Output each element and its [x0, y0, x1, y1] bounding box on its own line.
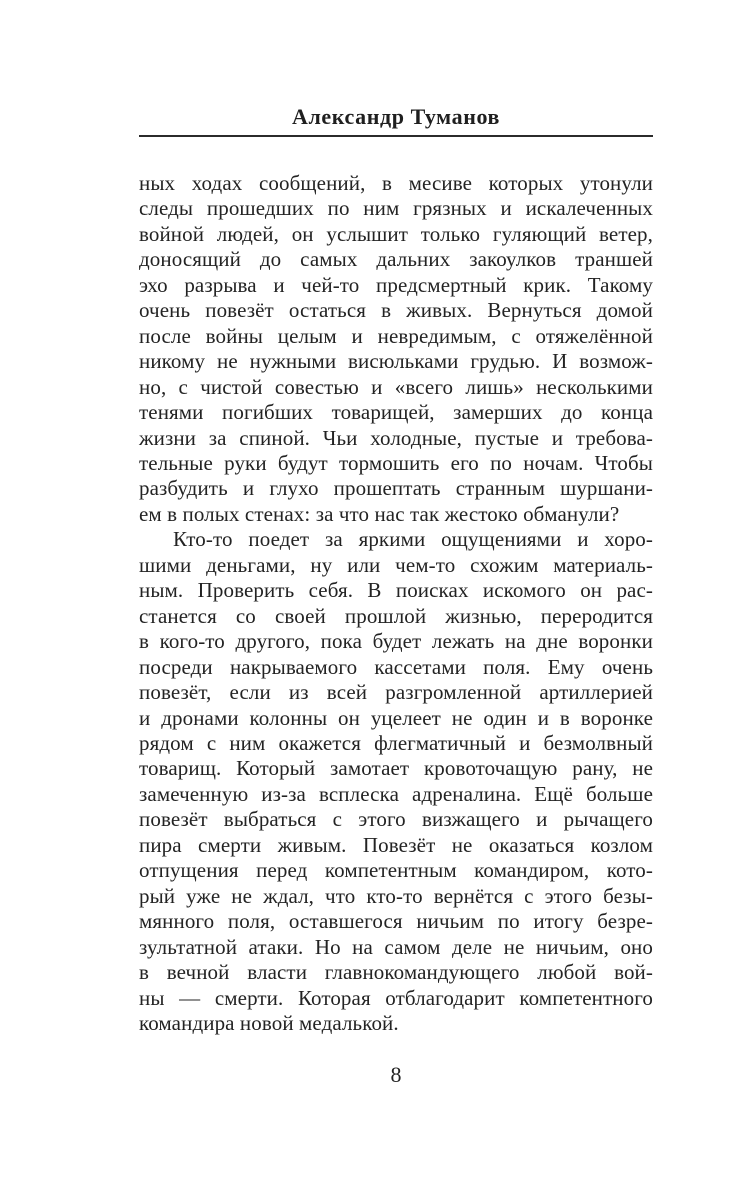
running-header [139, 103, 653, 137]
text-line: рядом с ним окажется флегматичный и безмолвный [139, 730, 653, 755]
author-name: Александр Туманов [291, 104, 501, 129]
text-line: тельные руки будут тормошить его по ночам. Чтобы [139, 450, 653, 475]
text-line: станется со своей прошлой жизнью, переродится [139, 603, 653, 628]
text-line: очень повезёт остаться в живых. Вернуться домой [139, 298, 653, 323]
text-line: жизни за спиной. Чьи холодные, пустые и требова- [139, 425, 653, 450]
text-line: ны — смерти. Которая отблагодарит компетентного [139, 985, 653, 1010]
text-line: ным. Проверить себя. В поисках искомого он рас- [139, 578, 653, 603]
text-line: шими деньгами, ну или чем-то схожим материаль- [139, 552, 653, 577]
text-line: зультатной атаки. Но на самом деле не ничьим, оно [139, 934, 653, 959]
header-rule [139, 135, 653, 137]
text-line: замеченную из-за всплеска адреналина. Ещё больше [139, 781, 653, 806]
text-line: командира новой медалькой. [139, 1010, 399, 1035]
text-line: Кто-то поедет за яркими ощущениями и хоро- [173, 527, 653, 552]
text-line: ем в полых стенах: за что нас так жестоко обманули? [139, 501, 620, 526]
text-line: никому не нужными висюльками грудью. И возмож- [139, 349, 653, 374]
text-line: и дронами колонны он уцелеет не один и в воронке [139, 705, 653, 730]
text-line: следы прошедших по ним грязных и искалеченных [139, 196, 653, 221]
text-line: отпущения перед компетентным командиром, кото- [139, 858, 653, 883]
text-line: в кого-то другого, пока будет лежать на дне воронки [139, 629, 653, 654]
text-line: посреди накрываемого кассетами поля. Ему очень [139, 654, 653, 679]
paragraph [139, 171, 653, 527]
text-line: пира смерти живым. Повезёт не оказаться козлом [139, 832, 653, 857]
paragraph [139, 527, 653, 1036]
text-line: войной людей, он услышит только гуляющий ветер, [139, 221, 653, 246]
text-line: тенями погибших товарищей, замерших до конца [139, 400, 653, 425]
text-line: рый уже не ждал, что кто-то вернётся с этого безы- [139, 883, 653, 908]
text-line: повезёт выбраться с этого визжащего и рычащего [139, 807, 653, 832]
text-line: разбудить и глухо прошептать странным шуршани- [139, 476, 653, 501]
text-line: доносящий до самых дальних закоулков траншей [139, 247, 653, 272]
page-number: 8 [390, 1062, 402, 1087]
text-line: но, с чистой совестью и «всего лишь» несколькими [139, 374, 653, 399]
text-body [139, 171, 653, 1036]
text-line: повезёт, если из всей разгромленной артиллерией [139, 680, 653, 705]
text-line: эхо разрыва и чей-то предсмертный крик. Такому [139, 272, 653, 297]
text-line: товарищ. Который замотает кровоточащую рану, не [139, 756, 653, 781]
text-line: ных ходах сообщений, в месиве которых утонули [139, 171, 653, 195]
text-line: мянного поля, оставшегося ничьим по итогу безре- [139, 909, 653, 934]
text-line: в вечной власти главнокомандующего любой вой- [139, 960, 653, 985]
text-line: после войны целым и невредимым, с отяжелённой [139, 323, 653, 348]
